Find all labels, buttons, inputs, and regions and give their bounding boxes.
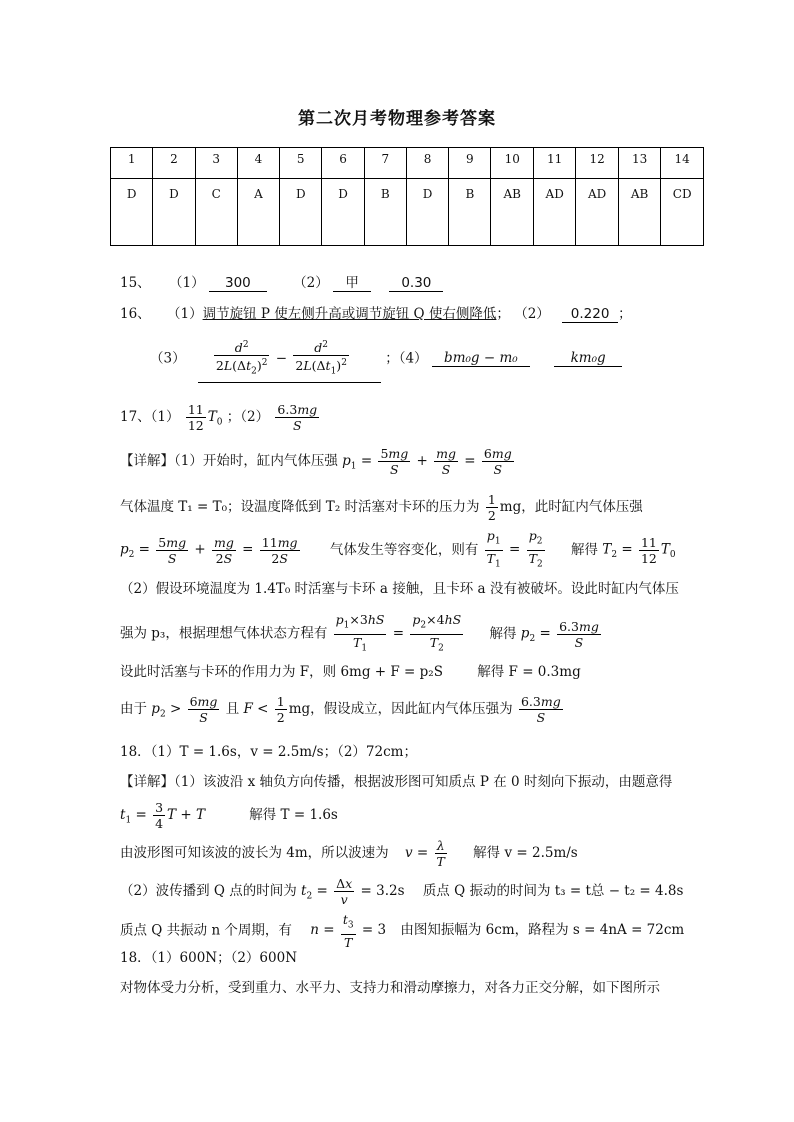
answer-cell: B xyxy=(364,179,406,246)
question-number-cell: 4 xyxy=(237,148,279,179)
q17-line7c: mg，假设成立，因此缸内气体压强为 xyxy=(288,701,513,717)
q16-sep2: ； xyxy=(618,306,632,322)
q16-part3: （3） xyxy=(150,350,186,367)
q18-line4: （2）波传播到 Q 点的时间为 $t_2$ = $\frac{\Delta x}{v}$ = 3.2s 质点 Q 振动的时间为 t₃ = t总 − t₂ = 4.8s xyxy=(120,876,684,907)
q17-line7b: 且 xyxy=(225,701,240,717)
q17-line3: $p_2$ = $\frac{5mg}{S}$ + $\frac{mg}{2S}$ = $\frac{11mg}{2S}$ 气体发生等容变化，则有 $\frac{p_1}{T_1}$ = $\frac{p_2}{T_2}$ 解得 $T_2$ = $\frac{11}{12}$ $T_0$ xyxy=(120,528,676,569)
q15-line xyxy=(120,271,443,292)
q17-line7a: 由于 xyxy=(120,701,147,717)
question-number-row xyxy=(111,148,704,179)
answer-cell: D xyxy=(280,179,322,246)
answer-table xyxy=(110,147,704,246)
q17-line1: 【详解】（1）开始时，缸内气体压强 $p_1$ = $\frac{5mg}{S}$ + $\frac{mg}{S}$ = $\frac{6mg}{S}$ xyxy=(120,446,512,477)
q18-head: 18．（1）T = 1.6s，v = 2.5m/s；（2）72cm； xyxy=(120,744,417,760)
q17-line3a: 气体发生等容变化，则有 xyxy=(329,541,479,558)
q18-line4a: （2）波传播到 Q 点的时间为 xyxy=(120,883,297,899)
question-number-cell: 11 xyxy=(533,148,575,179)
q18-line5a: 质点 Q 共振动 n 个周期，有 xyxy=(120,922,292,939)
q16-answer3-formula: $\frac{d^2}{2L(\Delta t_2)^2}$ − $\frac{d^2}{2L(\Delta t_1)^2}$ xyxy=(198,338,381,383)
q18-line1: 【详解】（1）该波沿 x 轴负方向传播，根据波形图可知质点 P 在 0 时刻向下振动，由题意得 xyxy=(120,774,673,790)
q18-line5: 质点 Q 共振动 n 个周期，有 n = $\frac{t_3}{T}$ = 3 由图知振幅为 6cm，路程为 s = 4nA = 72cm xyxy=(120,912,685,950)
q18-line2: $t_1$ = $\frac{3}{4}$ T + T 解得 T = 1.6s xyxy=(120,800,338,831)
answer-cell: B xyxy=(449,179,491,246)
answer-cell: AB xyxy=(618,179,660,246)
q18-line2b: 解得 T = 1.6s xyxy=(249,807,338,823)
question-number-cell: 6 xyxy=(322,148,364,179)
answer-cell: D xyxy=(322,179,364,246)
page-title: 第二次月考物理参考答案 xyxy=(298,109,496,129)
q16-answer1: 调节旋钮 P 使左侧升高或调节旋钮 Q 使右侧降低 xyxy=(202,306,497,322)
answer-cell: AB xyxy=(491,179,533,246)
question-number-cell: 14 xyxy=(661,148,704,179)
q16-part1: （1） xyxy=(166,306,203,322)
q17-detail: 【详解】（1）开始时，缸内气体压强 xyxy=(120,453,338,469)
q17-line6b: 解得 F = 0.3mg xyxy=(477,664,581,680)
q15-answer1: 300 xyxy=(209,275,267,292)
q19-head: 18．（1）600N；（2）600N xyxy=(120,950,298,966)
q15-answer3: 0.30 xyxy=(389,275,443,292)
q16-number: 16、 xyxy=(120,306,151,322)
question-number-cell: 2 xyxy=(153,148,195,179)
answer-cell: D xyxy=(153,179,195,246)
q19-line1: 对物体受力分析，受到重力、水平力、支持力和滑动摩擦力，对各力正交分解，如下图所示 xyxy=(120,980,660,996)
q15-answer2: 甲 xyxy=(333,271,371,292)
q18-line4b: 质点 Q 振动的时间为 t₃ = t总 − t₂ = 4.8s xyxy=(422,883,684,899)
q17-line5: 强为 p₃，根据理想气体状态方程有 $\frac{p_1\times 3hS}{T_1}$ = $\frac{p_2\times 4hS}{T_2}$ 解得 $p_2$ = $\frac{6.3mg}{S}$ xyxy=(120,612,599,653)
q17-line2b: mg，此时缸内气体压强 xyxy=(499,499,643,515)
q17-line6 xyxy=(120,660,581,680)
q17-line4: （2）假设环境温度为 1.4T₀ 时活塞与卡环 a 接触，且卡环 a 没有被破坏。设此时缸内气体压 xyxy=(120,581,679,597)
answer-cell: CD xyxy=(661,179,704,246)
question-number-cell: 7 xyxy=(364,148,406,179)
q16-line1 xyxy=(120,302,632,323)
q15-number: 15、 xyxy=(120,275,151,291)
q17-head-text: 17、（1） xyxy=(120,409,180,425)
q18-line3: 由波形图可知该波的波长为 4m，所以波速为 v = $\frac{\lambda}{T}$ 解得 v = 2.5m/s xyxy=(120,838,578,869)
q16-answer2: 0.220 xyxy=(562,306,618,323)
question-number-cell: 8 xyxy=(406,148,448,179)
q17-line2a: 气体温度 T₁ = T₀；设温度降低到 T₂ 时活塞对卡环的压力为 xyxy=(120,499,480,515)
question-number-cell: 12 xyxy=(576,148,618,179)
answer-cell: D xyxy=(406,179,448,246)
q15-part1: （1） xyxy=(168,275,205,291)
answer-cell: AD xyxy=(533,179,575,246)
q18-line5b: 由图知振幅为 6cm，路程为 s = 4nA = 72cm xyxy=(400,922,685,939)
question-number-cell: 1 xyxy=(111,148,153,179)
answer-cell: AD xyxy=(576,179,618,246)
q17-head: 17、（1） $\frac{11}{12}$ $T_0$ ；（2） $\frac{6.3mg}{S}$ xyxy=(120,402,318,433)
q18-line3b: 解得 v = 2.5m/s xyxy=(473,845,578,861)
q17-line7: 由于 $p_2$ > $\frac{6mg}{S}$ 且 F < $\frac{1}{2}$ mg，假设成立，因此缸内气体压强为 $\frac{6.3mg}{S}$ xyxy=(120,694,561,725)
question-number-cell: 13 xyxy=(618,148,660,179)
q17-line2: 气体温度 T₁ = T₀；设温度降低到 T₂ 时活塞对卡环的压力为 $\frac{1}{2}$ mg，此时缸内气体压强 xyxy=(120,492,643,523)
q16-part4: ；（4） xyxy=(385,350,428,367)
answer-cell: D xyxy=(111,179,153,246)
question-number-cell: 3 xyxy=(195,148,237,179)
q17-line5b: 解得 xyxy=(489,625,517,642)
q16-answer4b: km₀g xyxy=(554,350,622,367)
answer-cell: A xyxy=(237,179,279,246)
q15-part2: （2） xyxy=(293,275,329,291)
q17-line6a: 设此时活塞与卡环的作用力为 F，则 6mg + F = p₂S xyxy=(120,664,443,680)
q16-sep1: ； xyxy=(496,306,510,322)
q17-line3b: 解得 xyxy=(571,541,598,558)
question-number-cell: 9 xyxy=(449,148,491,179)
answer-cell: C xyxy=(195,179,237,246)
q18-line3a: 由波形图可知该波的波长为 4m，所以波速为 xyxy=(120,845,389,861)
q17-line5a: 强为 p₃，根据理想气体状态方程有 xyxy=(120,625,328,642)
question-number-cell: 5 xyxy=(280,148,322,179)
answer-row xyxy=(111,179,704,246)
q16-part2: （2） xyxy=(514,306,550,322)
q16-line2 xyxy=(150,338,622,383)
question-number-cell: 10 xyxy=(491,148,533,179)
q17-head-text2: ；（2） xyxy=(226,409,270,425)
q16-answer4a: bm₀g − m₀ xyxy=(432,350,530,367)
